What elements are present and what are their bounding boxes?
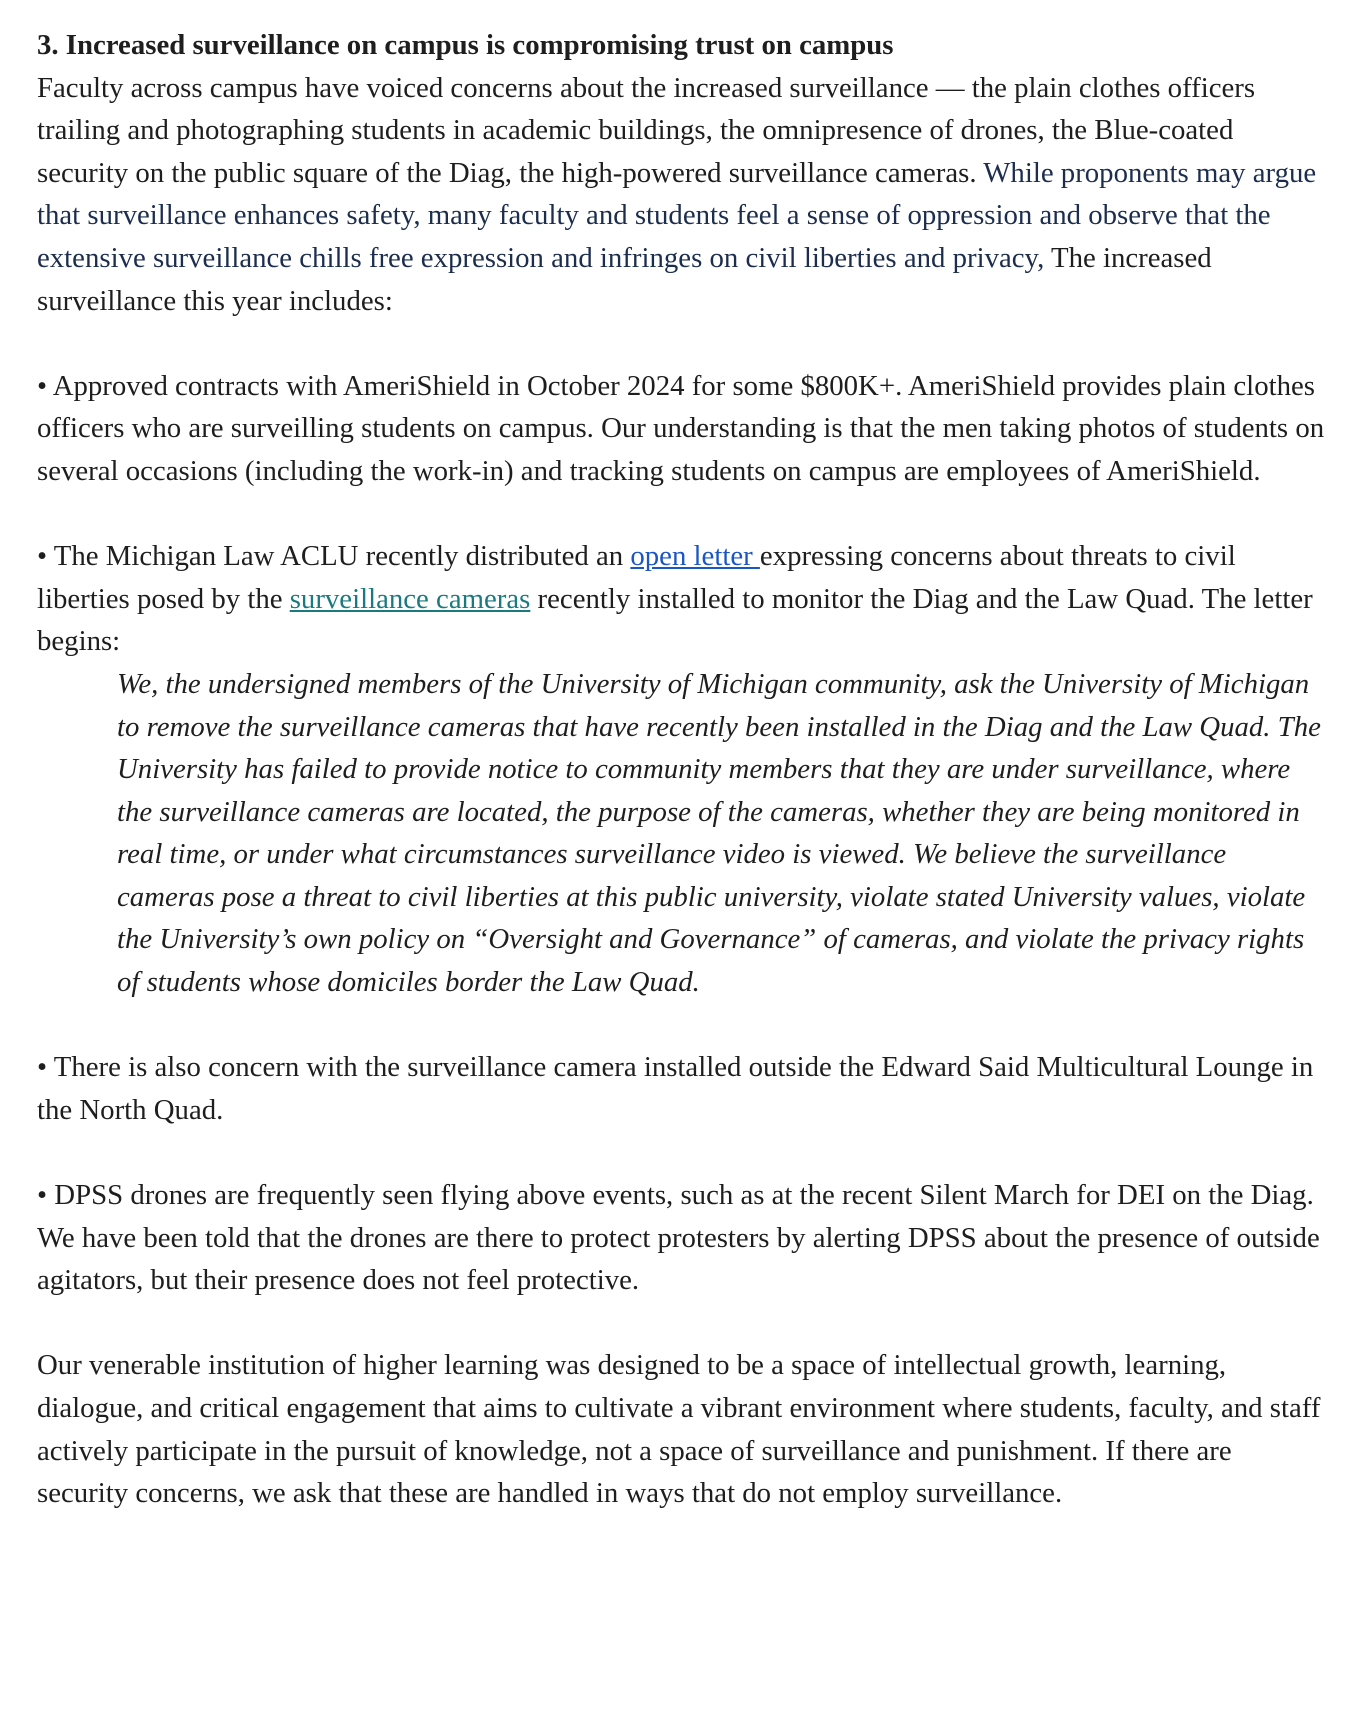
open-letter-link[interactable]: open letter <box>630 540 760 573</box>
intro-paragraph <box>37 67 1327 323</box>
surveillance-cameras-link[interactable]: surveillance cameras <box>289 582 531 615</box>
spacer <box>37 1131 1327 1174</box>
intro-text-1: Faculty across campus have voiced concerns about the increased surveillance — the plain clothes officers trailing and photographing students in academic buildings, the omnipresence of drones, the Blue-coated security on the public square of the Diag, the high-powered surveillance cameras. <box>37 71 1256 189</box>
spacer <box>37 1004 1327 1047</box>
intro-text-3: The increased surveillance this year includes: <box>37 241 1212 317</box>
bullet-amerishield: • Approved contracts with AmeriShield in October 2024 for some $800K+. AmeriShield provides plain clothes officers who are surveilling students on campus. Our understanding is that the men taking photos of students on several occasions (including the work-in) and tracking students on campus are employees of AmeriShield. <box>37 369 1325 487</box>
bullet-aclu <box>37 535 1327 663</box>
spacer <box>37 493 1327 536</box>
spacer <box>37 322 1327 365</box>
bullet-drones: • DPSS drones are frequently seen flying above events, such as at the recent Silent March for DEI on the Diag. We have been told that the drones are there to protect protesters by alerting DPSS about the presence of outside agitators, but their presence does not feel protective. <box>37 1179 1320 1297</box>
bullet-aclu-prefix: • The Michigan Law ACLU recently distributed an <box>37 540 631 573</box>
bullet-north-quad: • There is also concern with the surveillance camera installed outside the Edward Said Multicultural Lounge in the North Quad. <box>37 1051 1314 1126</box>
letter-quote: We, the undersigned members of the University of Michigan community, ask the University of Michigan to remove the surveillance cameras that have recently been installed in the Diag and the Law Quad. The University has failed to provide notice to community members that they are under surveillance, where the surveillance cameras are located, the purpose of the cameras, whether they are being monitored in real time, or under what circumstances surveillance video is viewed. We believe the surveillance cameras pose a threat to civil liberties at this public university, violate stated University values, violate the University’s own policy on “Oversight and Governance” of cameras, and violate the privacy rights of students whose domiciles border the Law Quad. <box>117 667 1321 999</box>
closing-paragraph: Our venerable institution of higher learning was designed to be a space of intellectual growth, learning, dialogue, and critical engagement that aims to cultivate a vibrant environment where students, faculty, and staff actively participate in the pursuit of knowledge, not a space of surveillance and punishment. If there are security concerns, we ask that these are handled in ways that do not employ surveillance. <box>37 1349 1321 1510</box>
document-body <box>37 24 1327 1515</box>
section-heading: 3. Increased surveillance on campus is compromising trust on campus <box>37 29 894 61</box>
spacer <box>37 1302 1327 1345</box>
bullet-aclu-suffix: recently installed to monitor the Diag and the Law Quad. The letter begins: <box>37 582 1313 658</box>
intro-text-2: While proponents may argue that surveillance enhances safety, many faculty and students feel a sense of oppression and observe that the extensive surveillance chills free expression and infringes on civil liberties and privacy, <box>37 156 1317 274</box>
bullet-aclu-middle: expressing concerns about threats to civil liberties posed by the <box>37 540 1236 615</box>
